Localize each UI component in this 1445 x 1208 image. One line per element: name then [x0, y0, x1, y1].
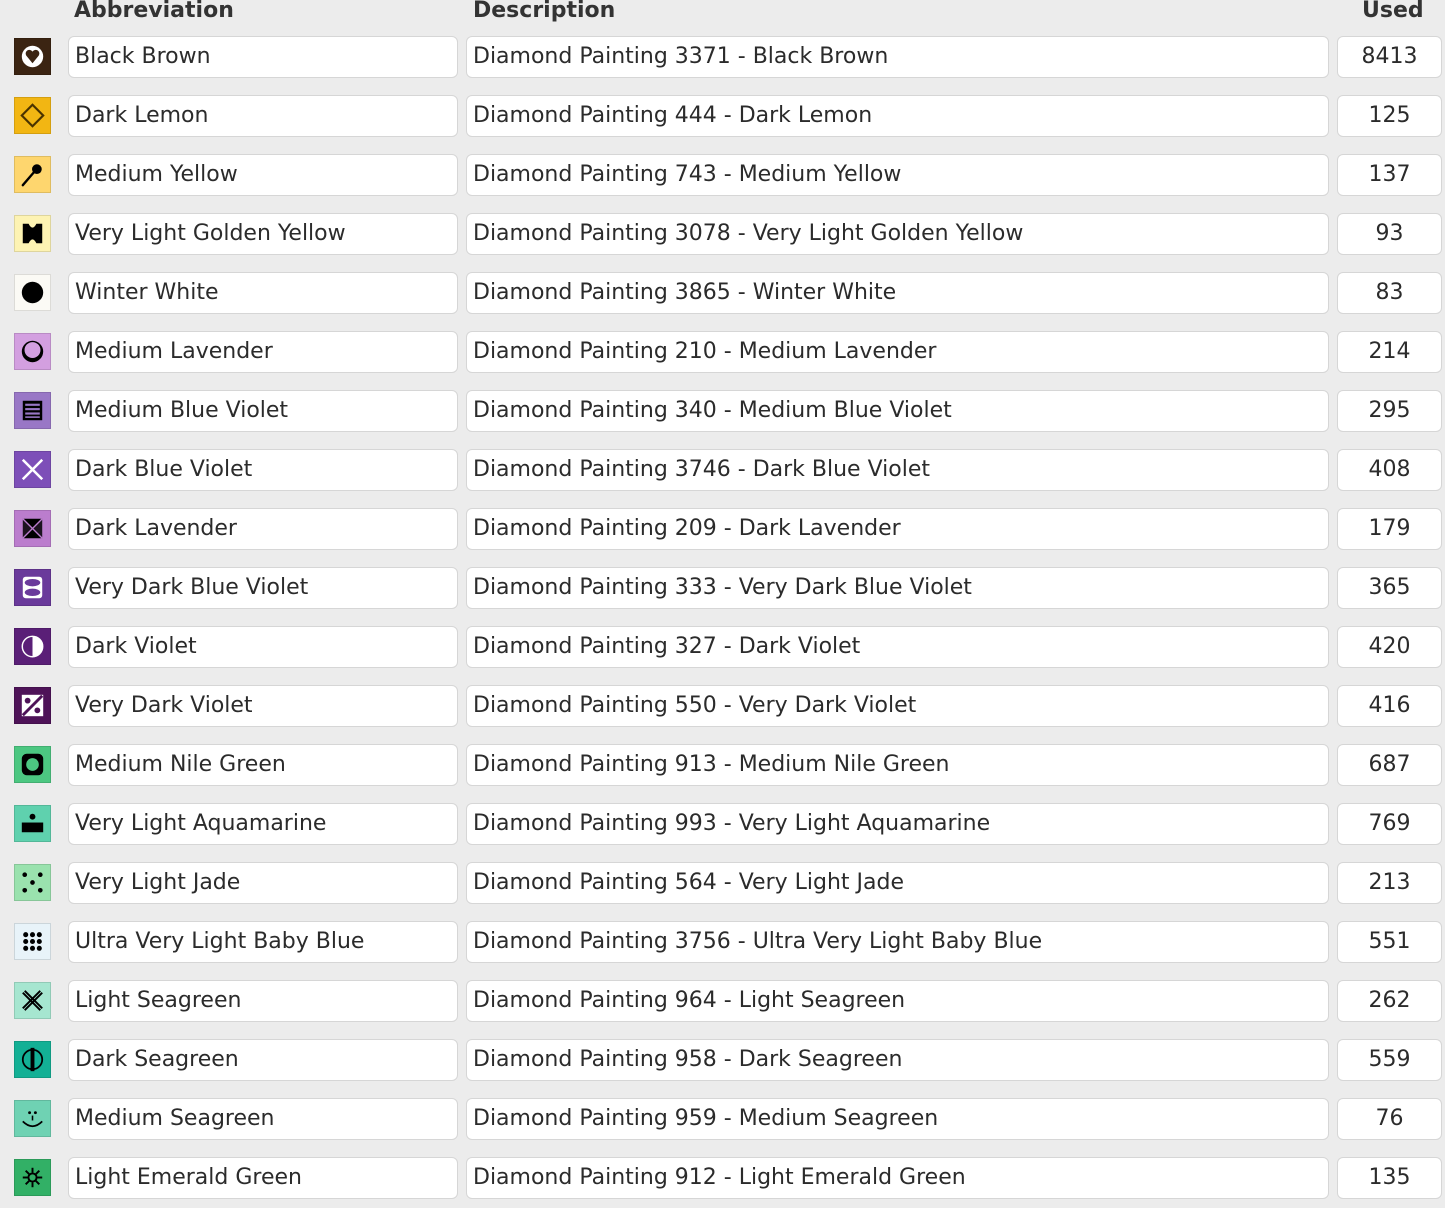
column-header-abbreviation: Abbreviation — [74, 0, 234, 23]
nine-dots-icon[interactable] — [14, 923, 51, 960]
abbreviation-field[interactable]: Dark Violet — [68, 626, 458, 668]
five-dots-icon[interactable] — [14, 864, 51, 901]
used-count-field[interactable]: 559 — [1337, 1039, 1442, 1081]
color-row — [0, 1039, 1445, 1098]
abbreviation-field[interactable]: Very Light Golden Yellow — [68, 213, 458, 255]
abbreviation-field[interactable]: Winter White — [68, 272, 458, 314]
description-field[interactable]: Diamond Painting 3746 - Dark Blue Violet — [466, 449, 1329, 491]
color-row — [0, 567, 1445, 626]
column-header-used: Used — [1362, 0, 1424, 23]
description-field[interactable]: Diamond Painting 3078 - Very Light Golden Yellow — [466, 213, 1329, 255]
used-count-field[interactable]: 687 — [1337, 744, 1442, 786]
description-field[interactable]: Diamond Painting 564 - Very Light Jade — [466, 862, 1329, 904]
color-row — [0, 803, 1445, 862]
half-circle-icon[interactable] — [14, 628, 51, 665]
used-count-field[interactable]: 769 — [1337, 803, 1442, 845]
used-count-field[interactable]: 135 — [1337, 1157, 1442, 1199]
used-count-field[interactable]: 179 — [1337, 508, 1442, 550]
description-field[interactable]: Diamond Painting 550 - Very Dark Violet — [466, 685, 1329, 727]
striped-square-icon[interactable] — [14, 392, 51, 429]
used-count-field[interactable]: 416 — [1337, 685, 1442, 727]
double-x-icon[interactable] — [14, 982, 51, 1019]
description-field[interactable]: Diamond Painting 327 - Dark Violet — [466, 626, 1329, 668]
abbreviation-field[interactable]: Dark Seagreen — [68, 1039, 458, 1081]
percent-icon[interactable] — [14, 687, 51, 724]
used-count-field[interactable]: 213 — [1337, 862, 1442, 904]
rounded-square-ring-icon[interactable] — [14, 746, 51, 783]
color-row — [0, 154, 1445, 213]
used-count-field[interactable]: 137 — [1337, 154, 1442, 196]
heart-circle-icon[interactable] — [14, 38, 51, 75]
abbreviation-field[interactable]: Black Brown — [68, 36, 458, 78]
phi-circle-icon[interactable] — [14, 1041, 51, 1078]
color-row — [0, 272, 1445, 331]
used-count-field[interactable]: 408 — [1337, 449, 1442, 491]
color-row — [0, 331, 1445, 390]
abbreviation-field[interactable]: Medium Lavender — [68, 331, 458, 373]
color-row — [0, 626, 1445, 685]
description-field[interactable]: Diamond Painting 209 - Dark Lavender — [466, 508, 1329, 550]
bowtie-icon[interactable] — [14, 215, 51, 252]
color-row — [0, 980, 1445, 1039]
abbreviation-field[interactable]: Dark Lavender — [68, 508, 458, 550]
color-row — [0, 1098, 1445, 1157]
used-count-field[interactable]: 365 — [1337, 567, 1442, 609]
description-field[interactable]: Diamond Painting 3756 - Ultra Very Light Baby Blue — [466, 921, 1329, 963]
description-field[interactable]: Diamond Painting 210 - Medium Lavender — [466, 331, 1329, 373]
color-row — [0, 685, 1445, 744]
description-field[interactable]: Diamond Painting 912 - Light Emerald Green — [466, 1157, 1329, 1199]
used-count-field[interactable]: 83 — [1337, 272, 1442, 314]
used-count-field[interactable]: 262 — [1337, 980, 1442, 1022]
color-row — [0, 862, 1445, 921]
abbreviation-field[interactable]: Very Light Aquamarine — [68, 803, 458, 845]
stacked-ovals-icon[interactable] — [14, 569, 51, 606]
color-row — [0, 36, 1445, 95]
description-field[interactable]: Diamond Painting 964 - Light Seagreen — [466, 980, 1329, 1022]
abbreviation-field[interactable]: Dark Lemon — [68, 95, 458, 137]
description-field[interactable]: Diamond Painting 3371 - Black Brown — [466, 36, 1329, 78]
used-count-field[interactable]: 8413 — [1337, 36, 1442, 78]
abbreviation-field[interactable]: Medium Nile Green — [68, 744, 458, 786]
used-count-field[interactable]: 551 — [1337, 921, 1442, 963]
dot-over-bar-icon[interactable] — [14, 805, 51, 842]
color-rows — [0, 36, 1445, 1208]
abbreviation-field[interactable]: Light Seagreen — [68, 980, 458, 1022]
abbreviation-field[interactable]: Ultra Very Light Baby Blue — [68, 921, 458, 963]
smiley-icon[interactable] — [14, 1100, 51, 1137]
color-row — [0, 449, 1445, 508]
color-row — [0, 95, 1445, 154]
description-field[interactable]: Diamond Painting 959 - Medium Seagreen — [466, 1098, 1329, 1140]
crescent-circle-icon[interactable] — [14, 333, 51, 370]
color-row — [0, 390, 1445, 449]
description-field[interactable]: Diamond Painting 3865 - Winter White — [466, 272, 1329, 314]
abbreviation-field[interactable]: Dark Blue Violet — [68, 449, 458, 491]
column-header-description: Description — [473, 0, 616, 23]
x-cross-icon[interactable] — [14, 451, 51, 488]
color-row — [0, 744, 1445, 803]
abbreviation-field[interactable]: Very Dark Blue Violet — [68, 567, 458, 609]
abbreviation-field[interactable]: Very Light Jade — [68, 862, 458, 904]
abbreviation-field[interactable]: Medium Yellow — [68, 154, 458, 196]
description-field[interactable]: Diamond Painting 743 - Medium Yellow — [466, 154, 1329, 196]
abbreviation-field[interactable]: Medium Blue Violet — [68, 390, 458, 432]
color-row — [0, 213, 1445, 272]
description-field[interactable]: Diamond Painting 340 - Medium Blue Violet — [466, 390, 1329, 432]
color-row — [0, 508, 1445, 567]
description-field[interactable]: Diamond Painting 993 - Very Light Aquamarine — [466, 803, 1329, 845]
used-count-field[interactable]: 295 — [1337, 390, 1442, 432]
used-count-field[interactable]: 420 — [1337, 626, 1442, 668]
used-count-field[interactable]: 214 — [1337, 331, 1442, 373]
used-count-field[interactable]: 76 — [1337, 1098, 1442, 1140]
hourglass-square-icon[interactable] — [14, 510, 51, 547]
description-field[interactable]: Diamond Painting 913 - Medium Nile Green — [466, 744, 1329, 786]
description-field[interactable]: Diamond Painting 333 - Very Dark Blue Violet — [466, 567, 1329, 609]
used-count-field[interactable]: 125 — [1337, 95, 1442, 137]
abbreviation-field[interactable]: Medium Seagreen — [68, 1098, 458, 1140]
description-field[interactable]: Diamond Painting 444 - Dark Lemon — [466, 95, 1329, 137]
pin-icon[interactable] — [14, 156, 51, 193]
used-count-field[interactable]: 93 — [1337, 213, 1442, 255]
description-field[interactable]: Diamond Painting 958 - Dark Seagreen — [466, 1039, 1329, 1081]
filled-circle-icon[interactable] — [14, 274, 51, 311]
abbreviation-field[interactable]: Very Dark Violet — [68, 685, 458, 727]
abbreviation-field[interactable]: Light Emerald Green — [68, 1157, 458, 1199]
diamond-outline-icon[interactable] — [14, 97, 51, 134]
color-row — [0, 1157, 1445, 1208]
sun-icon[interactable] — [14, 1159, 51, 1196]
color-row — [0, 921, 1445, 980]
